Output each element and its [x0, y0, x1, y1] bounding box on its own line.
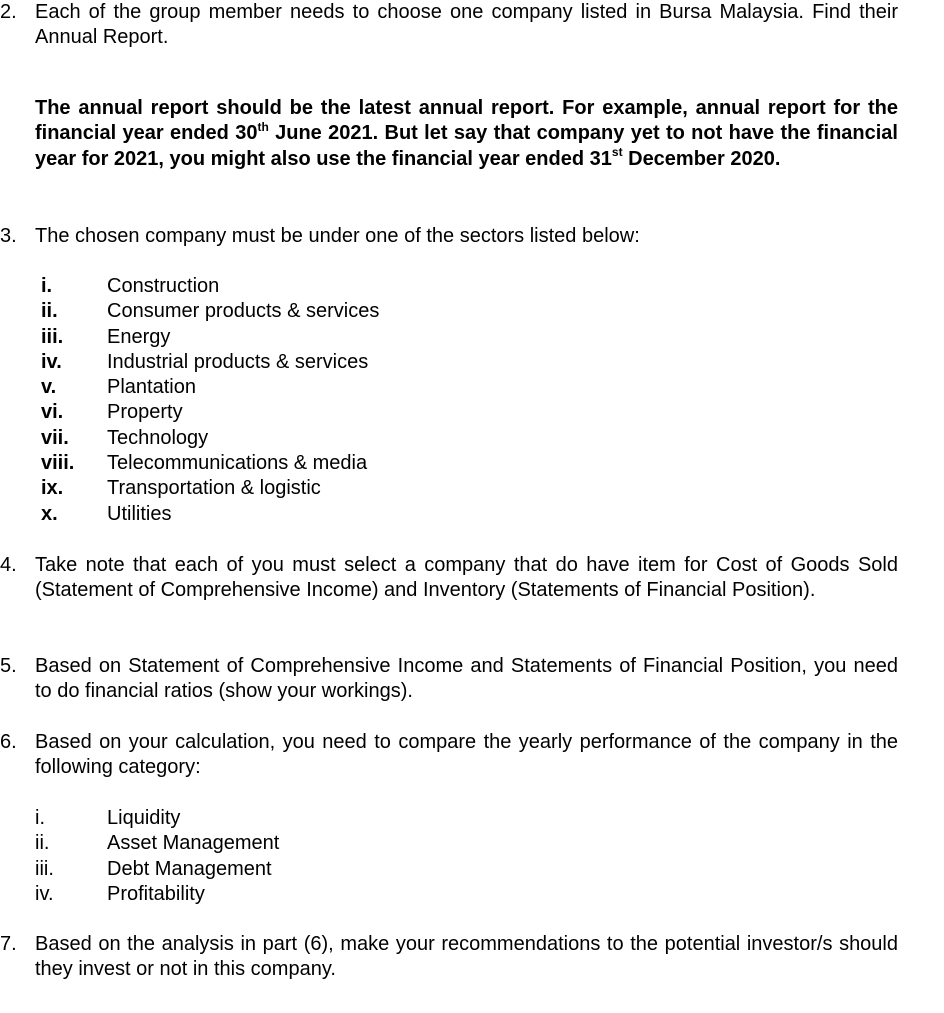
item-number: 2. [0, 1, 17, 23]
item-number: 3. [0, 225, 17, 247]
item-text: Take note that each of you must select a company that do have item for Cost of Goods Sold (Statement of Comprehensive Income) and Inventory (Statements of Financial Position). [35, 554, 898, 602]
sector-item: vi. Property [41, 401, 183, 424]
sector-item: ix. Transportation & logistic [41, 477, 321, 500]
sector-list [0, 274, 700, 527]
category-item: ii. Asset Management [35, 832, 280, 855]
item-text: Based on Statement of Comprehensive Income and Statements of Financial Position, you need to do financial ratios (show your workings). [35, 655, 898, 703]
superscript-th: th [257, 119, 269, 134]
sector-item: v. Plantation [41, 376, 196, 399]
item-text: Based on your calculation, you need to compare the yearly performance of the company in the following category: [35, 731, 898, 779]
superscript-st: st [611, 144, 623, 159]
item-number: 5. [0, 655, 17, 677]
category-list [0, 806, 700, 907]
item-number: 7. [0, 933, 17, 955]
item-text: Based on the analysis in part (6), make your recommendations to the potential investor/s should they invest or not in this company. [35, 933, 898, 981]
list-item-4 [0, 553, 898, 604]
list-item-6 [0, 730, 898, 781]
annual-report-note [0, 96, 898, 172]
list-item-7 [0, 932, 898, 983]
list-item-5 [0, 654, 898, 705]
sector-item: viii. Telecommunications & media [41, 452, 368, 475]
category-item: i. Liquidity [35, 807, 181, 829]
category-item: iii. Debt Management [35, 857, 272, 880]
sector-item: vii. Technology [41, 426, 209, 449]
list-item-3 [0, 224, 898, 249]
category-item: iv. Profitability [35, 882, 205, 905]
bold-note-text: The annual report should be the latest annual report. For example, annual report for the financial year ended 30th June 2021. But let say that company yet to not have the financial year for 2021, you might also use the financial year ended 31st December 2020. [35, 97, 898, 170]
sector-item: ii. Consumer products & services [41, 300, 380, 323]
sector-item: x. Utilities [41, 502, 172, 525]
item-number: 6. [0, 731, 17, 753]
sector-item: iv. Industrial products & services [41, 350, 369, 373]
sector-item: iii. Energy [41, 325, 171, 348]
item-text: The chosen company must be under one of the sectors listed below: [35, 225, 640, 247]
item-number: 4. [0, 554, 17, 576]
item-text: Each of the group member needs to choose one company listed in Bursa Malaysia. Find their Annual Report. [35, 1, 898, 49]
sector-item: i. Construction [41, 275, 220, 297]
list-item-2 [0, 0, 898, 51]
